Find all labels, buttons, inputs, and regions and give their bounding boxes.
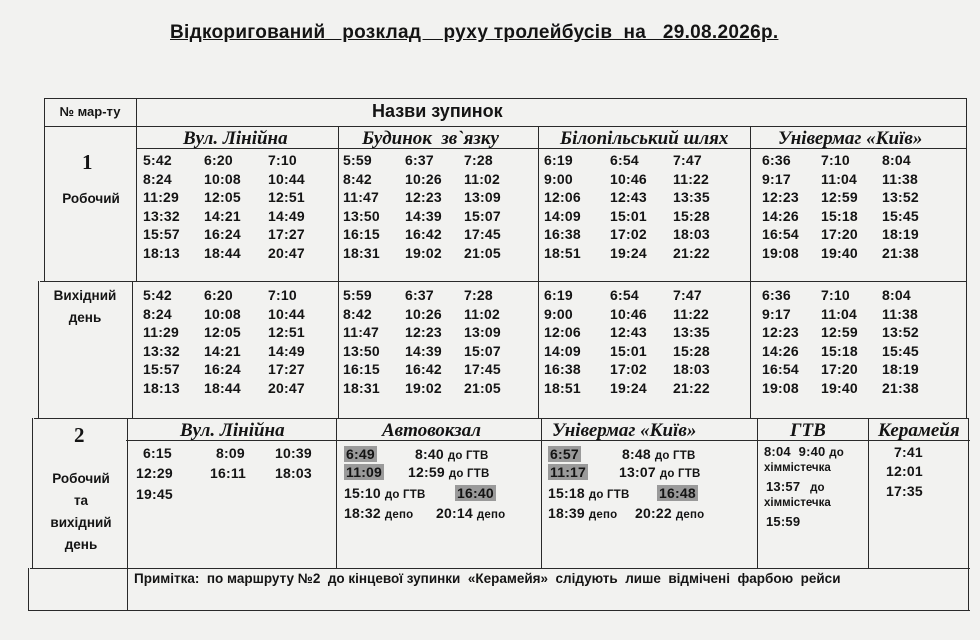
- direction-note: до: [810, 482, 825, 494]
- time-cell: 12:59: [408, 464, 445, 480]
- time-cell: 14:09: [544, 207, 581, 224]
- time-cell: 6:36: [762, 152, 791, 168]
- highlighted-time: 16:48: [659, 485, 696, 501]
- time-cell: 15:01: [610, 207, 647, 224]
- time-cell: 8:42: [343, 170, 372, 187]
- time-cell: 18:31: [343, 380, 380, 396]
- time-cell: 11:29: [143, 189, 180, 206]
- time-cell: 14:09: [544, 342, 581, 359]
- time-cell: 7:28: [464, 152, 493, 168]
- time-cell: 11:04: [821, 305, 858, 322]
- time-cell: 14:49: [268, 207, 305, 224]
- time-cell: 9:17: [762, 305, 791, 322]
- route-2-stop-avtovokzal: Автовокзал: [382, 420, 481, 441]
- time-cell: 18:13: [143, 245, 180, 261]
- direction-note: хіммістечка: [764, 462, 831, 474]
- highlighted-time: 16:40: [457, 485, 494, 501]
- time-cell: 12:01: [886, 463, 923, 479]
- time-cell: 9:00: [544, 170, 573, 187]
- route-1-weekend-label: Вихідний день: [53, 288, 117, 325]
- time-cell: 17:20: [821, 226, 858, 243]
- time-cell: 21:22: [673, 380, 710, 396]
- time-cell: 18:03: [673, 226, 710, 243]
- time-cell: 12:29: [136, 465, 173, 481]
- time-cell: 12:23: [405, 189, 442, 206]
- time-cell: 7:10: [821, 152, 850, 168]
- time-cell: 15:18: [548, 485, 585, 501]
- time-cell: 16:42: [405, 226, 442, 243]
- time-cell: 11:47: [343, 324, 380, 341]
- time-cell: 6:37: [405, 287, 434, 303]
- time-cell: 20:22: [635, 505, 672, 521]
- time-cell: 10:46: [610, 170, 647, 187]
- direction-note: до: [829, 447, 845, 459]
- time-cell: 9:00: [544, 305, 573, 322]
- time-cell: 17:27: [268, 361, 305, 378]
- time-cell: 19:24: [610, 245, 647, 261]
- time-cell: 18:51: [544, 245, 581, 261]
- time-cell: 13:52: [882, 324, 919, 341]
- time-cell: 15:59: [766, 514, 801, 529]
- time-cell: 7:28: [464, 287, 493, 303]
- time-cell: 18:19: [882, 226, 919, 243]
- route-2-stop-linijna: Вул. Лінійна: [180, 420, 285, 441]
- time-cell: 7:47: [673, 152, 702, 168]
- time-cell: 6:15: [143, 445, 172, 461]
- time-cell: 18:03: [275, 465, 312, 481]
- time-cell: 5:42: [143, 287, 172, 303]
- time-cell: 13:57: [766, 479, 801, 494]
- time-cell: 13:35: [673, 189, 710, 206]
- time-cell: 10:44: [268, 170, 305, 187]
- time-cell: 18:19: [882, 361, 919, 378]
- time-cell: 16:38: [544, 361, 581, 378]
- time-cell: 16:38: [544, 226, 581, 243]
- time-cell: 7:10: [821, 287, 850, 303]
- time-cell: 12:43: [610, 189, 647, 206]
- time-cell: 13:52: [882, 189, 919, 206]
- time-cell: 8:40: [415, 446, 444, 462]
- time-cell: 5:59: [343, 152, 372, 168]
- time-cell: 11:38: [882, 305, 919, 322]
- page-title: Відкоригований розклад руху тролейбусів на 29.08.2026р.: [170, 22, 779, 43]
- time-cell: 12:23: [762, 324, 799, 341]
- stops-header: Назви зупинок: [372, 101, 503, 121]
- time-cell: 11:22: [673, 305, 710, 322]
- time-cell: 14:26: [762, 342, 799, 359]
- time-cell: 13:32: [143, 342, 180, 359]
- time-cell: 14:39: [405, 342, 442, 359]
- time-cell: 16:54: [762, 226, 799, 243]
- route-2-stop-gtv: ГТВ: [790, 420, 826, 441]
- time-cell: 16:42: [405, 361, 442, 378]
- time-cell: 14:26: [762, 207, 799, 224]
- direction-note: до ГТВ: [448, 468, 490, 480]
- route-1-number: 1: [82, 150, 93, 174]
- time-cell: 8:42: [343, 305, 372, 322]
- time-cell: 12:59: [821, 189, 858, 206]
- time-cell: 19:40: [821, 380, 858, 396]
- time-cell: 13:50: [343, 207, 380, 224]
- time-cell: 19:08: [762, 245, 799, 261]
- time-cell: 8:04: [764, 444, 791, 459]
- time-cell: 19:02: [405, 380, 442, 396]
- time-cell: 11:38: [882, 170, 919, 187]
- time-cell: 14:21: [204, 207, 241, 224]
- time-cell: 20:14: [436, 505, 473, 521]
- direction-note: депо: [476, 509, 506, 521]
- time-cell: 21:38: [882, 245, 919, 261]
- direction-note: до ГТВ: [588, 489, 630, 501]
- route-2-day-label: Робочий та вихідний день: [50, 471, 112, 552]
- time-cell: 14:39: [405, 207, 442, 224]
- time-cell: 6:54: [610, 152, 639, 168]
- time-cell: 11:29: [143, 324, 180, 341]
- direction-note: до ГТВ: [447, 450, 489, 462]
- direction-note: до ГТВ: [659, 468, 701, 480]
- time-cell: 20:47: [268, 380, 305, 396]
- time-cell: 7:47: [673, 287, 702, 303]
- time-cell: 11:22: [673, 170, 710, 187]
- route-2-number: 2: [74, 423, 85, 447]
- time-cell: 10:26: [405, 305, 442, 322]
- time-cell: 6:19: [544, 152, 573, 168]
- time-cell: 7:10: [268, 152, 297, 168]
- route-number-header: № мар-ту: [59, 104, 121, 119]
- time-cell: 10:08: [204, 170, 241, 187]
- direction-note: до ГТВ: [384, 489, 426, 501]
- time-cell: 8:48: [622, 446, 651, 462]
- time-cell: 18:39: [548, 505, 585, 521]
- time-cell: 15:45: [882, 207, 919, 224]
- time-cell: 13:09: [464, 324, 501, 341]
- time-cell: 12:05: [204, 189, 241, 206]
- time-cell: 19:02: [405, 245, 442, 261]
- time-cell: 21:22: [673, 245, 710, 261]
- time-cell: 8:24: [143, 170, 172, 187]
- direction-note: депо: [675, 509, 705, 521]
- time-cell: 5:59: [343, 287, 372, 303]
- time-cell: 21:05: [464, 380, 501, 396]
- time-cell: 16:15: [343, 226, 380, 243]
- time-cell: 11:47: [343, 189, 380, 206]
- footnote: Примітка: по маршруту №2 до кінцевої зупинки «Керамейя» слідують лише відмічені фарбою рейси: [134, 571, 841, 586]
- route-1-stop-univermag-kyiv: Універмаг «Київ»: [778, 128, 923, 149]
- route-2-stop-kerameia: Керамейя: [878, 420, 960, 441]
- time-cell: 18:44: [204, 245, 241, 261]
- time-cell: 12:59: [821, 324, 858, 341]
- time-cell: 19:24: [610, 380, 647, 396]
- time-cell: 18:13: [143, 380, 180, 396]
- time-cell: 12:23: [762, 189, 799, 206]
- time-cell: 17:35: [886, 483, 923, 499]
- time-cell: 15:28: [673, 207, 710, 224]
- time-cell: 8:24: [143, 305, 172, 322]
- time-cell: 13:09: [464, 189, 501, 206]
- time-cell: 12:06: [544, 189, 581, 206]
- time-cell: 19:45: [136, 486, 173, 502]
- time-cell: 15:01: [610, 342, 647, 359]
- time-cell: 15:07: [464, 207, 501, 224]
- highlighted-time: 11:09: [346, 464, 383, 480]
- time-cell: 15:28: [673, 342, 710, 359]
- time-cell: 15:10: [344, 485, 381, 501]
- time-cell: 17:45: [464, 226, 501, 243]
- time-cell: 6:19: [544, 287, 573, 303]
- time-cell: 13:50: [343, 342, 380, 359]
- time-cell: 8:04: [882, 287, 911, 303]
- time-cell: 17:02: [610, 226, 647, 243]
- time-cell: 16:24: [204, 226, 241, 243]
- time-cell: 12:06: [544, 324, 581, 341]
- time-cell: 9:17: [762, 170, 791, 187]
- time-cell: 12:51: [268, 324, 305, 341]
- time-cell: 20:47: [268, 245, 305, 261]
- time-cell: 11:04: [821, 170, 858, 187]
- time-cell: 16:15: [343, 361, 380, 378]
- time-cell: 15:18: [821, 207, 858, 224]
- time-cell: 17:45: [464, 361, 501, 378]
- time-cell: 6:37: [405, 152, 434, 168]
- route-1-stop-budynok-zviazku: Будинок зв`язку: [362, 128, 499, 149]
- time-cell: 15:57: [143, 361, 180, 378]
- time-cell: 15:18: [821, 342, 858, 359]
- time-cell: 9:40: [798, 444, 826, 459]
- time-cell: 12:05: [204, 324, 241, 341]
- highlighted-time: 6:49: [346, 446, 375, 462]
- highlighted-time: 6:57: [550, 446, 579, 462]
- time-cell: 10:08: [204, 305, 241, 322]
- time-cell: 12:23: [405, 324, 442, 341]
- time-cell: 13:07: [619, 464, 656, 480]
- time-cell: 6:20: [204, 287, 233, 303]
- time-cell: 21:05: [464, 245, 501, 261]
- time-cell: 14:49: [268, 342, 305, 359]
- time-cell: 17:02: [610, 361, 647, 378]
- time-cell: 13:32: [143, 207, 180, 224]
- route-1-stop-linijna: Вул. Лінійна: [183, 128, 288, 149]
- time-cell: 18:03: [673, 361, 710, 378]
- time-cell: 17:27: [268, 226, 305, 243]
- time-cell: 13:35: [673, 324, 710, 341]
- time-cell: 6:36: [762, 287, 791, 303]
- time-cell: 10:46: [610, 305, 647, 322]
- route-2-stop-univermag-kyiv: Універмаг «Київ»: [552, 420, 697, 441]
- time-cell: 6:54: [610, 287, 639, 303]
- time-cell: 15:45: [882, 342, 919, 359]
- time-cell: 8:04: [882, 152, 911, 168]
- time-cell: 16:11: [210, 465, 247, 481]
- route-1-weekday-label: Робочий: [62, 191, 120, 206]
- time-cell: 16:54: [762, 361, 799, 378]
- time-cell: 14:21: [204, 342, 241, 359]
- time-cell: 19:40: [821, 245, 858, 261]
- time-cell: 12:51: [268, 189, 305, 206]
- highlighted-time: 11:17: [550, 464, 587, 480]
- time-cell: 10:26: [405, 170, 442, 187]
- direction-note: депо: [384, 509, 414, 521]
- time-cell: 10:39: [275, 445, 312, 461]
- time-cell: 8:09: [216, 445, 245, 461]
- time-cell: 19:08: [762, 380, 799, 396]
- time-cell: 15:57: [143, 226, 180, 243]
- time-cell: 5:42: [143, 152, 172, 168]
- direction-note: до ГТВ: [654, 450, 696, 462]
- time-cell: 18:32: [344, 505, 381, 521]
- route-1-stop-bilopilskyi-shliakh: Білопільський шлях: [560, 128, 729, 149]
- direction-note: хіммістечка: [764, 497, 831, 509]
- time-cell: 15:07: [464, 342, 501, 359]
- time-cell: 10:44: [268, 305, 305, 322]
- time-cell: 17:20: [821, 361, 858, 378]
- direction-note: депо: [588, 509, 618, 521]
- time-cell: 7:10: [268, 287, 297, 303]
- time-cell: 18:31: [343, 245, 380, 261]
- time-cell: 6:20: [204, 152, 233, 168]
- time-cell: 16:24: [204, 361, 241, 378]
- time-cell: 12:43: [610, 324, 647, 341]
- time-cell: 11:02: [464, 170, 501, 187]
- time-cell: 11:02: [464, 305, 501, 322]
- time-cell: 18:44: [204, 380, 241, 396]
- time-cell: 18:51: [544, 380, 581, 396]
- time-cell: 21:38: [882, 380, 919, 396]
- time-cell: 7:41: [894, 444, 923, 460]
